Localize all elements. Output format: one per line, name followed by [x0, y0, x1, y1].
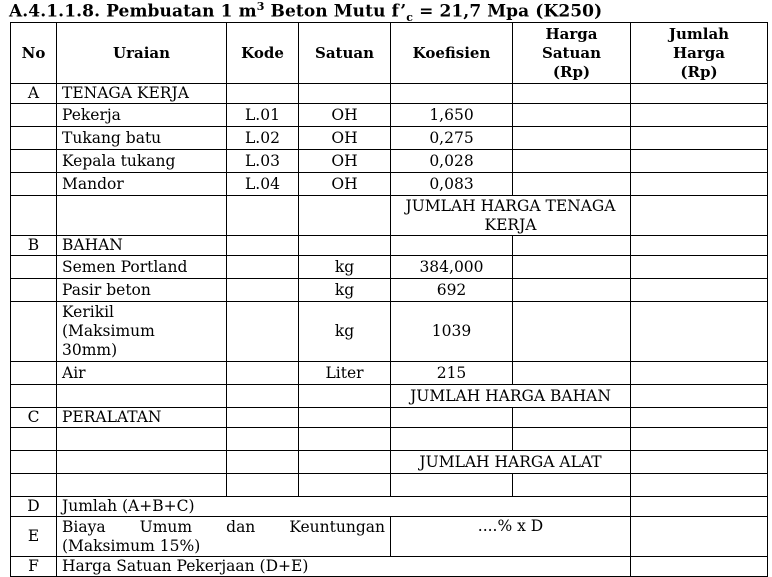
table-row: Kerikil (Maksimum 30mm) kg 1039 — [11, 302, 768, 362]
section-b-label: BAHAN — [57, 236, 227, 256]
header-satuan: Satuan — [299, 23, 391, 84]
table-row: Air Liter 215 — [11, 362, 768, 385]
table-row: Tukang batu L.02 OH 0,275 — [11, 127, 768, 150]
table-row: Mandor L.04 OH 0,083 — [11, 173, 768, 196]
section-d-label: Jumlah (A+B+C) — [57, 497, 631, 517]
table-row: Pekerja L.01 OH 1,650 — [11, 104, 768, 127]
section-c-total-label: JUMLAH HARGA ALAT — [391, 451, 631, 474]
section-a-total-row — [11, 196, 768, 236]
header-uraian: Uraian — [57, 23, 227, 84]
table-row: Semen Portland kg 384,000 — [11, 256, 768, 279]
table-row: Pasir beton kg 692 — [11, 279, 768, 302]
section-b-total-row — [11, 385, 768, 408]
header-koefisien: Koefisien — [391, 23, 513, 84]
header-kode: Kode — [227, 23, 299, 84]
header-harga-satuan: Harga Satuan (Rp) — [513, 23, 631, 84]
section-d-row: D Jumlah (A+B+C) — [11, 497, 768, 517]
section-e-row: E Biaya Umum dan Keuntungan (Maksimum 15%) ....% x D — [11, 517, 768, 557]
header-row — [11, 23, 768, 84]
section-e-label: Biaya Umum dan Keuntungan (Maksimum 15%) — [57, 517, 391, 557]
section-f-row: F Harga Satuan Pekerjaan (D+E) — [11, 557, 768, 577]
section-a-label: TENAGA KERJA — [57, 84, 227, 104]
section-c-total-row — [11, 451, 768, 474]
section-e-value: ....% x D — [391, 517, 631, 557]
section-f-label: Harga Satuan Pekerjaan (D+E) — [57, 557, 631, 577]
table-row: Kepala tukang L.03 OH 0,028 — [11, 150, 768, 173]
section-c-label: PERALATAN — [57, 408, 227, 428]
section-b-no: B — [11, 236, 57, 256]
section-b-header-row — [11, 236, 768, 256]
table-row — [11, 428, 768, 451]
header-jumlah-harga: Jumlah Harga (Rp) — [631, 23, 768, 84]
section-a-header-row — [11, 84, 768, 104]
section-b-total-label: JUMLAH HARGA BAHAN — [391, 385, 631, 408]
section-a-total-label: JUMLAH HARGA TENAGA KERJA — [391, 196, 631, 236]
analysis-table — [10, 22, 768, 577]
section-a-no: A — [11, 84, 57, 104]
table-row — [11, 474, 768, 497]
section-c-no: C — [11, 408, 57, 428]
header-no: No — [11, 23, 57, 84]
section-c-header-row — [11, 408, 768, 428]
page-title: A.4.1.1.8. Pembuatan 1 $m^3$ Beton Mutu $f’_c = 21,7$ Mpa (K250) — [9, 0, 603, 25]
